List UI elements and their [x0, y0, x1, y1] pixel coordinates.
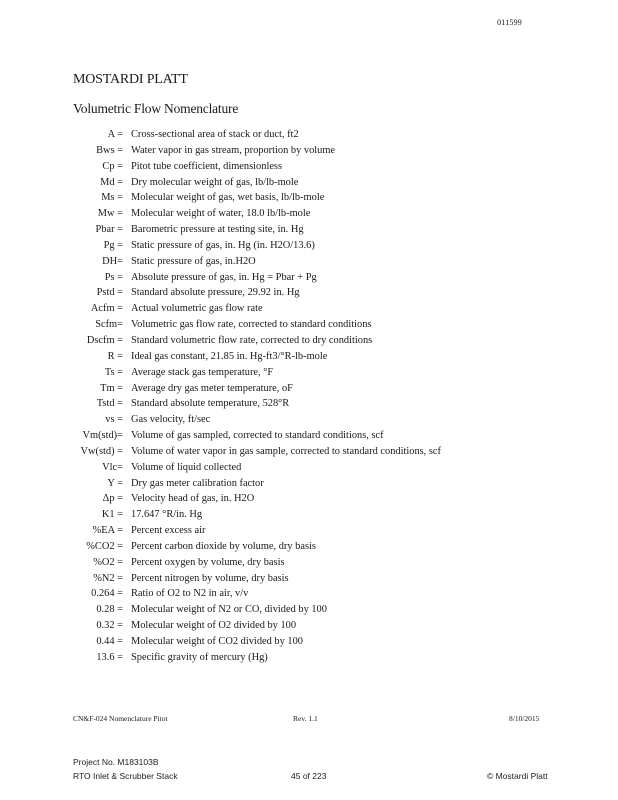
footer-date: 8/10/2015: [509, 714, 540, 723]
nomenclature-row: [0, 525, 618, 541]
document-number: 011599: [497, 18, 522, 27]
nomenclature-row: [0, 557, 618, 573]
company-name: MOSTARDI PLATT: [73, 72, 188, 87]
nomenclature-definition: Molecular weight of O2 divided by 100: [131, 620, 297, 632]
footer-revision: Rev. 1.1: [293, 714, 318, 723]
nomenclature-symbol: 0.28 =: [96, 604, 123, 616]
nomenclature-row: [0, 145, 618, 161]
nomenclature-symbol: DH=: [102, 255, 123, 267]
nomenclature-definition: Ideal gas constant, 21.85 in. Hg-ft3/°R-lb-mole: [131, 350, 328, 362]
nomenclature-symbol: %CO2 =: [86, 540, 123, 552]
nomenclature-symbol: Δp =: [102, 493, 123, 505]
nomenclature-definition: Specific gravity of mercury (Hg): [131, 651, 268, 663]
nomenclature-definition: Average stack gas temperature, °F: [131, 366, 274, 378]
stamp-project-number: Project No. M183103B: [73, 757, 159, 767]
nomenclature-symbol: K1 =: [101, 509, 123, 521]
nomenclature-symbol: Pstd =: [96, 287, 123, 299]
nomenclature-symbol: Mw =: [97, 208, 123, 220]
nomenclature-row: [0, 303, 618, 319]
nomenclature-row: [0, 446, 618, 462]
nomenclature-definition: Percent excess air: [131, 525, 206, 537]
nomenclature-definition: 17.647 °R/in. Hg: [131, 509, 203, 521]
nomenclature-definition: Molecular weight of gas, wet basis, lb/lb-mole: [131, 192, 325, 204]
nomenclature-row: [0, 129, 618, 145]
nomenclature-definition: Gas velocity, ft/sec: [131, 414, 211, 426]
nomenclature-definition: Velocity head of gas, in. H2O: [131, 493, 255, 505]
nomenclature-row: [0, 208, 618, 224]
nomenclature-symbol: Ts =: [104, 366, 123, 378]
nomenclature-definition: Volume of liquid collected: [131, 461, 242, 473]
nomenclature-definition: Absolute pressure of gas, in. Hg = Pbar + Pg: [131, 271, 317, 283]
nomenclature-symbol: Vlc=: [102, 461, 123, 473]
nomenclature-definition: Average dry gas meter temperature, oF: [131, 382, 293, 394]
nomenclature-symbol: Vm(std)=: [82, 430, 123, 442]
nomenclature-list: [0, 129, 618, 668]
nomenclature-symbol: Ps =: [104, 271, 123, 283]
nomenclature-definition: Volumetric gas flow rate, corrected to standard conditions: [131, 319, 372, 331]
nomenclature-symbol: Acfm =: [90, 303, 123, 315]
nomenclature-definition: Molecular weight of water, 18.0 lb/lb-mole: [131, 208, 311, 220]
nomenclature-row: [0, 620, 618, 636]
nomenclature-definition: Dry molecular weight of gas, lb/lb-mole: [131, 176, 299, 188]
nomenclature-row: [0, 398, 618, 414]
nomenclature-definition: Cross-sectional area of stack or duct, ft2: [131, 129, 299, 140]
stamp-page-number: 45 of 223: [291, 771, 327, 781]
nomenclature-definition: Percent carbon dioxide by volume, dry basis: [131, 540, 316, 552]
footer-document-name: CN&F-024 Nomenclature Pitot: [73, 714, 168, 723]
nomenclature-definition: Volume of gas sampled, corrected to standard conditions, scf: [131, 430, 384, 442]
nomenclature-definition: Pitot tube coefficient, dimensionless: [131, 160, 283, 172]
nomenclature-symbol: Bws =: [96, 144, 123, 156]
nomenclature-definition: Actual volumetric gas flow rate: [131, 303, 263, 315]
nomenclature-symbol: Md =: [100, 176, 123, 188]
nomenclature-row: [0, 478, 618, 494]
nomenclature-definition: Percent nitrogen by volume, dry basis: [131, 572, 289, 584]
nomenclature-row: [0, 351, 618, 367]
nomenclature-row: [0, 604, 618, 620]
nomenclature-row: [0, 287, 618, 303]
nomenclature-symbol: Pbar =: [95, 224, 123, 236]
nomenclature-row: [0, 272, 618, 288]
nomenclature-definition: Standard absolute temperature, 528°R: [131, 398, 290, 410]
nomenclature-row: [0, 414, 618, 430]
page-title: Volumetric Flow Nomenclature: [73, 101, 239, 116]
nomenclature-symbol: Ms =: [101, 192, 123, 204]
nomenclature-row: [0, 256, 618, 272]
stamp-copyright: © Mostardi Platt: [487, 771, 548, 781]
nomenclature-symbol: Y =: [107, 477, 123, 489]
nomenclature-symbol: 13.6 =: [96, 651, 123, 663]
nomenclature-row: [0, 462, 618, 478]
nomenclature-definition: Molecular weight of CO2 divided by 100: [131, 636, 303, 647]
nomenclature-row: [0, 240, 618, 256]
nomenclature-row: [0, 588, 618, 604]
nomenclature-symbol: vs =: [105, 414, 123, 426]
nomenclature-row: [0, 509, 618, 525]
nomenclature-definition: Water vapor in gas stream, proportion by volume: [131, 144, 336, 156]
stamp-stack-name: RTO Inlet & Scrubber Stack: [73, 771, 178, 781]
nomenclature-row: [0, 319, 618, 335]
nomenclature-definition: Ratio of O2 to N2 in air, v/v: [131, 588, 249, 600]
nomenclature-row: [0, 430, 618, 446]
nomenclature-definition: Dry gas meter calibration factor: [131, 477, 264, 489]
nomenclature-row: [0, 367, 618, 383]
nomenclature-row: [0, 652, 618, 668]
nomenclature-symbol: %EA =: [92, 525, 123, 537]
nomenclature-row: [0, 335, 618, 351]
nomenclature-definition: Static pressure of gas, in. Hg (in. H2O/13.6): [131, 239, 315, 251]
nomenclature-row: [0, 177, 618, 193]
nomenclature-row: [0, 192, 618, 208]
nomenclature-symbol: 0.32 =: [96, 620, 123, 632]
nomenclature-symbol: Tm =: [100, 382, 123, 394]
nomenclature-symbol: Tstd =: [96, 398, 123, 410]
nomenclature-symbol: Vw(std) =: [80, 445, 123, 457]
nomenclature-symbol: A =: [107, 129, 123, 140]
nomenclature-definition: Volume of water vapor in gas sample, corrected to standard conditions, scf: [131, 445, 441, 457]
nomenclature-row: [0, 541, 618, 557]
nomenclature-symbol: Pg =: [103, 239, 123, 251]
nomenclature-definition: Barometric pressure at testing site, in. Hg: [131, 224, 304, 236]
nomenclature-definition: Molecular weight of N2 or CO, divided by 100: [131, 604, 327, 616]
nomenclature-symbol: %N2 =: [93, 572, 123, 584]
nomenclature-row: [0, 161, 618, 177]
nomenclature-definition: Static pressure of gas, in.H2O: [131, 255, 256, 267]
nomenclature-symbol: 0.264 =: [91, 588, 123, 600]
nomenclature-row: [0, 383, 618, 399]
nomenclature-symbol: 0.44 =: [96, 636, 123, 647]
nomenclature-definition: Percent oxygen by volume, dry basis: [131, 556, 285, 568]
nomenclature-definition: Standard absolute pressure, 29.92 in. Hg: [131, 287, 300, 299]
nomenclature-row: [0, 224, 618, 240]
nomenclature-symbol: Scfm=: [95, 319, 123, 331]
nomenclature-symbol: %O2 =: [93, 556, 123, 568]
nomenclature-row: [0, 573, 618, 589]
nomenclature-symbol: Dscfm =: [86, 334, 123, 346]
nomenclature-row: [0, 636, 618, 652]
nomenclature-definition: Standard volumetric flow rate, corrected to dry conditions: [131, 334, 373, 346]
nomenclature-symbol: Cp =: [102, 160, 123, 172]
nomenclature-symbol: R =: [107, 350, 123, 362]
nomenclature-row: [0, 493, 618, 509]
